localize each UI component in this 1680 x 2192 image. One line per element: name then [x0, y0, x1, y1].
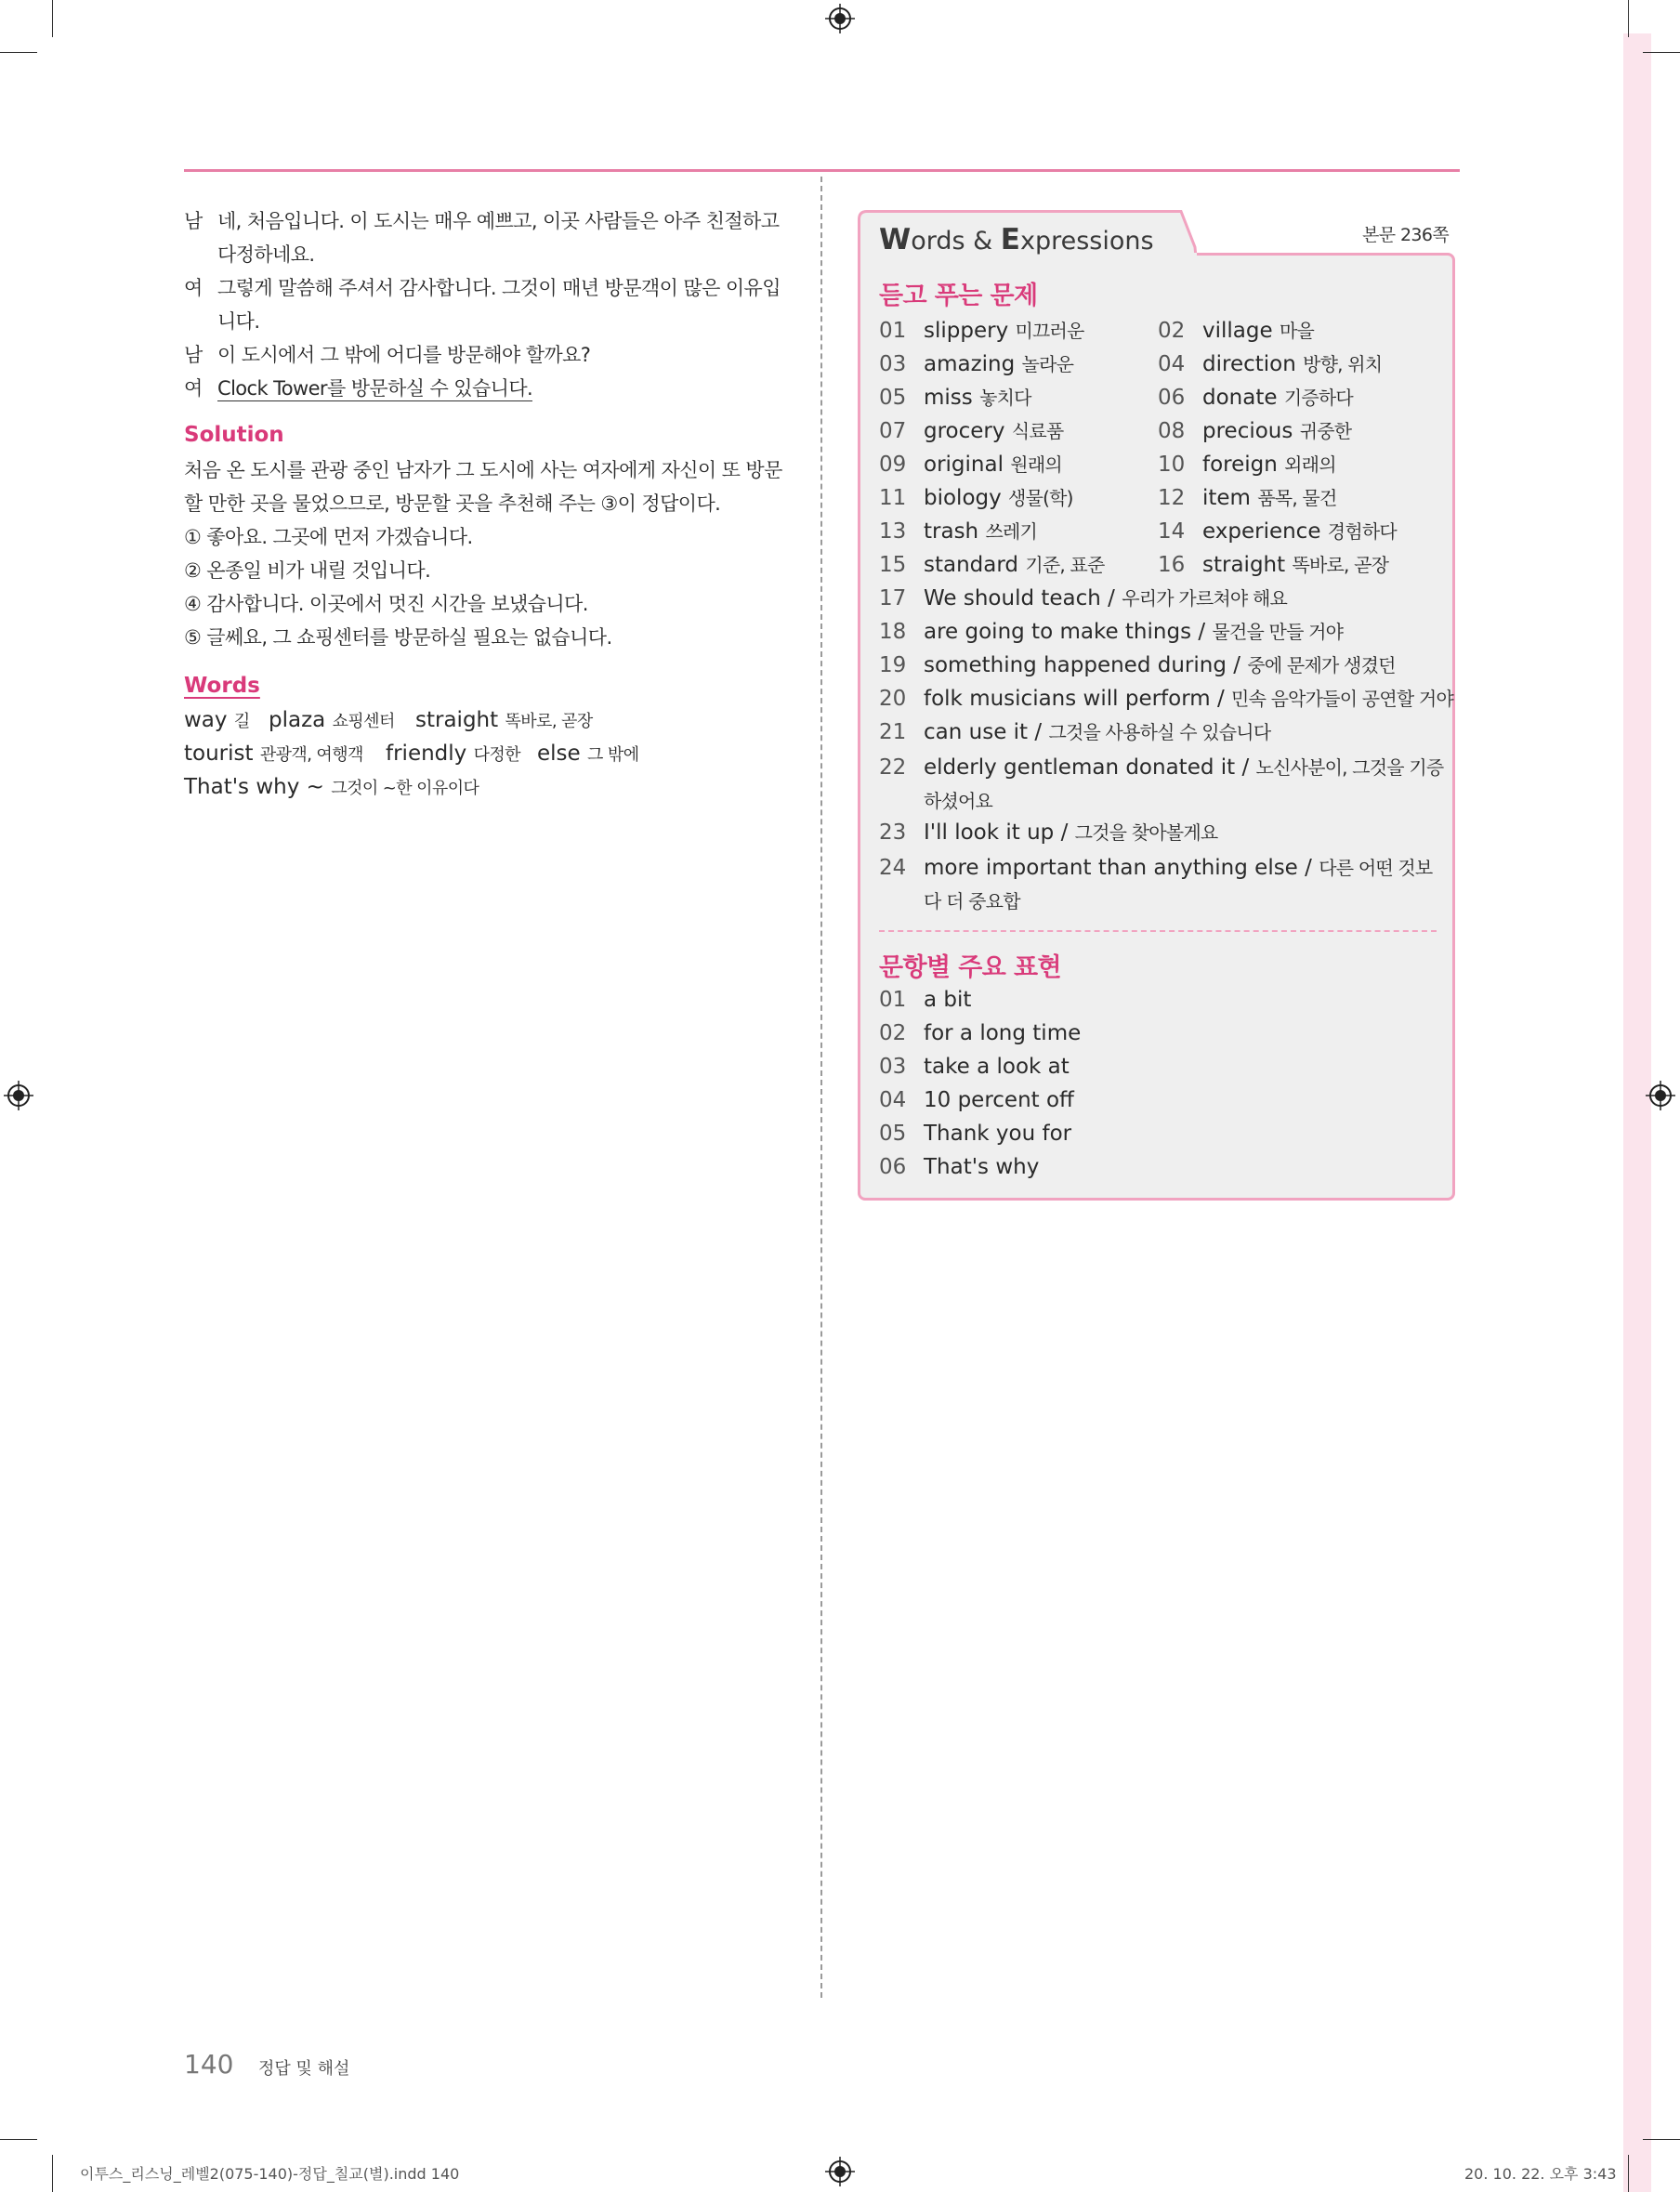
word-item [537, 742, 639, 766]
vocab-item: 03 amazing 놀라운 [879, 352, 1074, 376]
word-item [184, 775, 479, 799]
crop-mark [1628, 0, 1629, 37]
phrase-item: 23 I'll look it up / 그것을 찾아볼게요 [879, 820, 1218, 845]
speaker-label: 남 [184, 344, 203, 366]
page-section-label: 정답 및 해설 [258, 2059, 350, 2079]
word-kr: 똑바로, 곧장 [505, 712, 593, 731]
phrase-item: 22 elderly gentleman donated it / 노신사분이, 그것을 기증하셨어요 [879, 755, 1444, 812]
expression-item: 02 for a long time [879, 1021, 1082, 1045]
page-number: 140 [184, 2049, 234, 2080]
phrase-item: 18 are going to make things / 물건을 만들 거야 [879, 620, 1344, 644]
print-slug-date: 20. 10. 22. 오후 3:43 [1464, 2165, 1617, 2183]
registration-mark-icon [1646, 1081, 1675, 1110]
vocab-item: 08 precious 귀중한 [1158, 419, 1352, 443]
dialogue-text: 이 도시에서 그 밖에 어디를 방문해야 할까요? [217, 344, 591, 366]
section-heading-key-expressions: 문항별 주요 표현 [879, 953, 1061, 982]
word-en: way [184, 708, 228, 732]
word-en: else [537, 742, 581, 766]
registration-mark-icon [825, 2157, 855, 2186]
section-heading-listening: 듣고 푸는 문제 [879, 282, 1038, 310]
expression-item: 03 take a look at [879, 1055, 1070, 1079]
crop-mark [1643, 52, 1680, 53]
vocab-item: 09 original 원래의 [879, 453, 1062, 477]
vocab-item: 11 biology 생물(학) [879, 486, 1073, 510]
word-item [415, 708, 593, 732]
option-item: ④ 감사합니다. 이곳에서 멋진 시간을 보냈습니다. [184, 593, 588, 615]
dialogue-text: 네, 처음입니다. 이 도시는 매우 예쁘고, 이곳 사람들은 아주 친절하고 다정하네요. [217, 210, 780, 266]
word-item [184, 742, 363, 766]
dialogue-line [184, 338, 797, 372]
speaker-label: 여 [184, 377, 203, 400]
margin-color-strip [1623, 33, 1651, 2192]
speaker-label: 여 [184, 277, 203, 299]
word-en: plaza [269, 708, 326, 732]
vocab-item: 15 standard 기준, 표준 [879, 553, 1105, 577]
vocab-item: 13 trash 쓰레기 [879, 519, 1038, 544]
vocab-item: 16 straight 똑바로, 곧장 [1158, 553, 1389, 577]
registration-mark-icon [4, 1081, 33, 1110]
phrase-item: 21 can use it / 그것을 사용하실 수 있습니다 [879, 720, 1271, 744]
header-rule [184, 169, 1460, 172]
option-item: ⑤ 글쎄요, 그 쇼핑센터를 방문하실 필요는 없습니다. [184, 626, 612, 649]
word-en: straight [415, 708, 499, 732]
word-en: That's why ~ [184, 775, 324, 799]
registration-mark-icon [825, 4, 855, 33]
phrase-item: 19 something happened during / 중에 문제가 생겼던 [879, 653, 1396, 677]
expression-item: 01 a bit [879, 988, 972, 1012]
vocab-item: 01 slippery 미끄러운 [879, 319, 1084, 343]
crop-mark [1628, 2155, 1629, 2192]
vocab-item: 14 experience 경험하다 [1158, 519, 1397, 544]
dialogue-line [184, 372, 797, 405]
word-item [386, 742, 520, 766]
page-reference: 본문 236쪽 [1362, 225, 1450, 245]
expression-item: 06 That's why [879, 1155, 1040, 1179]
word-item [184, 708, 250, 732]
solution-text: 처음 온 도시를 관광 중인 남자가 그 도시에 사는 여자에게 자신이 또 방문할 만한 곳을 물었으므로, 방문할 곳을 추천해 주는 ③이 정답이다. [184, 459, 782, 515]
words-heading: Words [184, 674, 260, 698]
option-item: ① 좋아요. 그곳에 먼저 가겠습니다. [184, 526, 473, 548]
vocab-item: 02 village 마을 [1158, 319, 1314, 343]
phrase-item: 24 more important than anything else / 다른 어떤 것보다 더 중요합 [879, 856, 1433, 912]
speaker-label: 남 [184, 210, 203, 232]
option-item: ② 온종일 비가 내릴 것입니다. [184, 559, 431, 582]
phrase-item: 17 We should teach / 우리가 가르쳐야 해요 [879, 586, 1288, 610]
word-en: friendly [386, 742, 467, 766]
dialogue-line [184, 204, 797, 271]
crop-mark [0, 2139, 37, 2140]
print-slug-filename: 이투스_리스닝_레벨2(075-140)-정답_칠교(별).indd 140 [80, 2165, 460, 2183]
vocab-item: 06 donate 기증하다 [1158, 386, 1353, 410]
dialogue-line [184, 271, 797, 338]
expression-item: 05 Thank you for [879, 1122, 1072, 1146]
vocab-item: 10 foreign 외래의 [1158, 453, 1336, 477]
crop-mark [1643, 2139, 1680, 2140]
phrase-item: 20 folk musicians will perform / 민속 음악가들이 공연할 거야 [879, 687, 1453, 711]
word-kr: 길 [233, 712, 250, 731]
word-kr: 다정한 [473, 745, 520, 765]
word-kr: 그것이 ~한 이유이다 [331, 779, 479, 798]
word-en: tourist [184, 742, 254, 766]
vocab-item: 05 miss 놓치다 [879, 386, 1031, 410]
word-kr: 관광객, 여행객 [259, 745, 363, 765]
vocab-item: 07 grocery 식료품 [879, 419, 1064, 443]
answer-sentence: Clock Tower를 방문하실 수 있습니다. [217, 377, 533, 400]
solution-heading: Solution [184, 423, 284, 447]
word-item [269, 708, 395, 732]
vocab-item: 12 item 품목, 물건 [1158, 486, 1337, 510]
dialogue-text: 그렇게 말씀해 주셔서 감사합니다. 그것이 매년 방문객이 많은 이유입니다. [217, 277, 781, 333]
column-divider [820, 177, 822, 1998]
word-kr: 쇼핑센터 [332, 712, 395, 731]
crop-mark [52, 0, 53, 37]
section-separator [879, 930, 1437, 932]
vocab-item: 04 direction 방향, 위치 [1158, 352, 1383, 376]
box-title: Words & Expressions [879, 223, 1154, 256]
crop-mark [52, 2155, 53, 2192]
expression-item: 04 10 percent off [879, 1088, 1074, 1112]
word-kr: 그 밖에 [587, 745, 639, 765]
crop-mark [0, 52, 37, 53]
